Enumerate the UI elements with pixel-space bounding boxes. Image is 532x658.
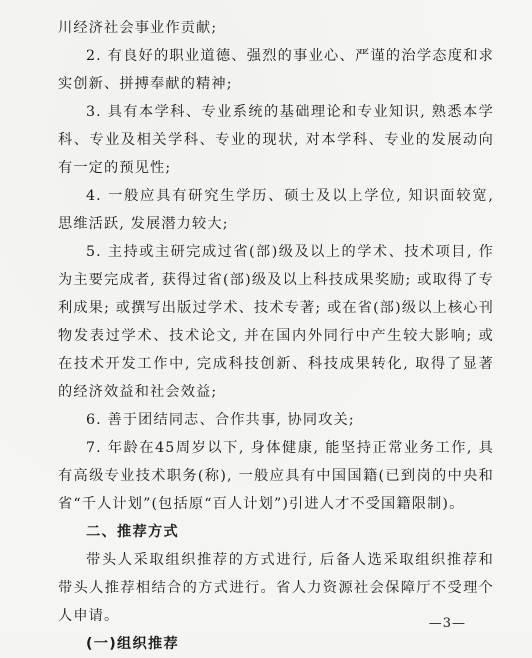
page-number: —3— [428,616,466,631]
section-paragraph: 带头人采取组织推荐的方式进行, 后备人选采取组织推荐和带头人推荐相结合的方式进行。省人力资源社会保障厅不受理个人申请。 [58,552,494,624]
paragraph-item-4: 4. 一般应具有研究生学历、硕士及以上学位, 知识面较宽, 思维活跃, 发展潜力较大; [58,188,494,232]
paragraph-item-3: 3. 具有本学科、专业系统的基础理论和专业知识, 熟悉本学科、专业及相关学科、专业的现状, 对本学科、专业的发展动向有一定的预见性; [58,104,494,176]
subsection-heading: (一)组织推荐 [86,636,180,652]
paragraph-item-6: 6. 善于团结同志、合作共事, 协同攻关; [86,412,355,428]
paragraph-item-2: 2. 有良好的职业道德、强烈的事业心、严谨的治学态度和求实创新、拼搏奉献的精神; [58,48,494,92]
section-heading: 二、推荐方式 [86,524,179,540]
paragraph-item-7: 7. 年龄在45周岁以下, 身体健康, 能坚持正常业务工作, 具有高级专业技术职务(称), 一般应具有中国国籍(已到岗的中央和省“千人计划”(包括原“百人计划”)引进人才不受国籍限制)。 [58,440,494,512]
paragraph-item-5: 5. 主持或主研完成过省(部)级及以上的学术、技术项目, 作为主要完成者, 获得过省(部)级及以上科技成果奖励; 或取得了专利成果; 或撰写出版过学术、技术专著; 或在省(部)级以上核心刊物发表过学术、技术论文, 并在国内外同行中产生较大影响; 或在技术开发工作中, 完成科技创新、科技成果转化, 取得了显著的经济效益和社会效益; [58,244,494,400]
paragraph-continuation: 川经济社会事业作贡献; [58,20,218,36]
